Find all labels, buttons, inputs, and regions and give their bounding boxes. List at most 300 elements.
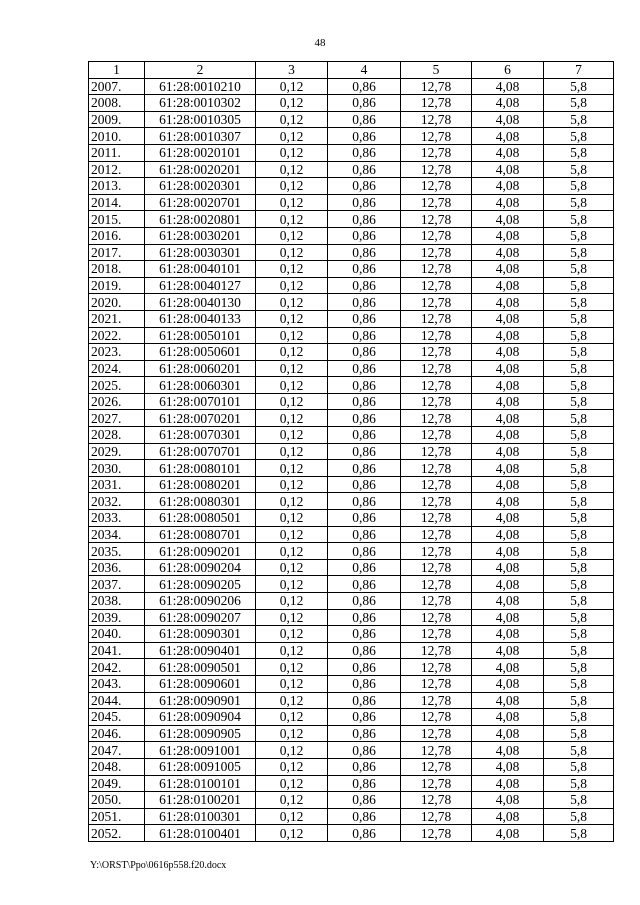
cell-row-number: 2042. <box>89 659 145 676</box>
table-row <box>89 95 614 112</box>
cell-value-col-3: 0,12 <box>256 543 328 560</box>
table-row <box>89 758 614 775</box>
cell-value-col-7: 5,8 <box>544 725 614 742</box>
cell-value-col-7: 5,8 <box>544 460 614 477</box>
cell-value-col-5: 12,78 <box>401 277 472 294</box>
table-row <box>89 675 614 692</box>
cell-row-number: 2018. <box>89 261 145 278</box>
table-row <box>89 144 614 161</box>
cell-value-col-3: 0,12 <box>256 244 328 261</box>
header-row <box>89 62 614 79</box>
table-row <box>89 178 614 195</box>
cell-cadastral-number: 61:28:0060201 <box>145 360 256 377</box>
cell-value-col-5: 12,78 <box>401 144 472 161</box>
cell-value-col-5: 12,78 <box>401 344 472 361</box>
cell-row-number: 2014. <box>89 194 145 211</box>
table-row <box>89 626 614 643</box>
cell-value-col-5: 12,78 <box>401 111 472 128</box>
cell-value-col-6: 4,08 <box>472 559 544 576</box>
cell-row-number: 2032. <box>89 493 145 510</box>
cell-value-col-7: 5,8 <box>544 194 614 211</box>
cell-value-col-4: 0,86 <box>328 543 401 560</box>
cell-value-col-7: 5,8 <box>544 626 614 643</box>
cell-value-col-6: 4,08 <box>472 244 544 261</box>
cell-value-col-6: 4,08 <box>472 808 544 825</box>
cell-cadastral-number: 61:28:0060301 <box>145 377 256 394</box>
cell-row-number: 2044. <box>89 692 145 709</box>
cell-cadastral-number: 61:28:0090601 <box>145 675 256 692</box>
cell-row-number: 2011. <box>89 144 145 161</box>
cell-value-col-3: 0,12 <box>256 393 328 410</box>
cell-value-col-4: 0,86 <box>328 792 401 809</box>
cell-value-col-5: 12,78 <box>401 775 472 792</box>
cell-value-col-7: 5,8 <box>544 609 614 626</box>
table-row <box>89 593 614 610</box>
cell-cadastral-number: 61:28:0010307 <box>145 128 256 145</box>
cell-row-number: 2010. <box>89 128 145 145</box>
cell-value-col-6: 4,08 <box>472 377 544 394</box>
cell-row-number: 2028. <box>89 427 145 444</box>
cell-cadastral-number: 61:28:0020201 <box>145 161 256 178</box>
cell-value-col-7: 5,8 <box>544 543 614 560</box>
cell-value-col-4: 0,86 <box>328 410 401 427</box>
cell-value-col-4: 0,86 <box>328 194 401 211</box>
cell-value-col-4: 0,86 <box>328 161 401 178</box>
cell-value-col-5: 12,78 <box>401 709 472 726</box>
cell-row-number: 2031. <box>89 476 145 493</box>
footer-file-path: Y:\ORST\Ppo\0616p558.f20.docx <box>90 860 227 871</box>
cell-value-col-4: 0,86 <box>328 476 401 493</box>
cell-value-col-7: 5,8 <box>544 244 614 261</box>
cell-cadastral-number: 61:28:0090904 <box>145 709 256 726</box>
cell-value-col-7: 5,8 <box>544 526 614 543</box>
cell-cadastral-number: 61:28:0040127 <box>145 277 256 294</box>
cell-value-col-4: 0,86 <box>328 144 401 161</box>
cell-value-col-5: 12,78 <box>401 443 472 460</box>
cell-value-col-6: 4,08 <box>472 211 544 228</box>
cell-row-number: 2020. <box>89 294 145 311</box>
table-row <box>89 211 614 228</box>
cell-value-col-5: 12,78 <box>401 559 472 576</box>
cell-value-col-3: 0,12 <box>256 725 328 742</box>
cell-value-col-4: 0,86 <box>328 327 401 344</box>
cell-value-col-3: 0,12 <box>256 277 328 294</box>
cell-value-col-4: 0,86 <box>328 244 401 261</box>
table-row <box>89 327 614 344</box>
table-row <box>89 510 614 527</box>
cell-value-col-7: 5,8 <box>544 493 614 510</box>
cell-value-col-6: 4,08 <box>472 294 544 311</box>
cell-value-col-3: 0,12 <box>256 493 328 510</box>
cell-cadastral-number: 61:28:0080701 <box>145 526 256 543</box>
cell-cadastral-number: 61:28:0040130 <box>145 294 256 311</box>
cell-value-col-6: 4,08 <box>472 543 544 560</box>
cell-value-col-4: 0,86 <box>328 128 401 145</box>
cell-row-number: 2033. <box>89 510 145 527</box>
cell-value-col-6: 4,08 <box>472 344 544 361</box>
cell-value-col-6: 4,08 <box>472 609 544 626</box>
cell-value-col-7: 5,8 <box>544 277 614 294</box>
table-row <box>89 360 614 377</box>
cell-row-number: 2021. <box>89 310 145 327</box>
cell-value-col-7: 5,8 <box>544 327 614 344</box>
cell-value-col-6: 4,08 <box>472 576 544 593</box>
cell-value-col-7: 5,8 <box>544 476 614 493</box>
cell-value-col-7: 5,8 <box>544 758 614 775</box>
cell-value-col-4: 0,86 <box>328 427 401 444</box>
cell-value-col-4: 0,86 <box>328 377 401 394</box>
cell-value-col-5: 12,78 <box>401 294 472 311</box>
table-row <box>89 642 614 659</box>
cell-row-number: 2009. <box>89 111 145 128</box>
cell-value-col-4: 0,86 <box>328 310 401 327</box>
cell-value-col-3: 0,12 <box>256 377 328 394</box>
cell-value-col-6: 4,08 <box>472 709 544 726</box>
cell-value-col-7: 5,8 <box>544 144 614 161</box>
cell-value-col-3: 0,12 <box>256 111 328 128</box>
cell-value-col-7: 5,8 <box>544 344 614 361</box>
cell-value-col-7: 5,8 <box>544 792 614 809</box>
cell-value-col-6: 4,08 <box>472 692 544 709</box>
cell-cadastral-number: 61:28:0090205 <box>145 576 256 593</box>
cell-value-col-5: 12,78 <box>401 692 472 709</box>
cell-cadastral-number: 61:28:0020701 <box>145 194 256 211</box>
cell-cadastral-number: 61:28:0100401 <box>145 825 256 842</box>
cell-row-number: 2048. <box>89 758 145 775</box>
cell-value-col-7: 5,8 <box>544 510 614 527</box>
cell-value-col-3: 0,12 <box>256 775 328 792</box>
cell-value-col-4: 0,86 <box>328 642 401 659</box>
table-row <box>89 709 614 726</box>
cell-value-col-5: 12,78 <box>401 526 472 543</box>
cell-row-number: 2038. <box>89 593 145 610</box>
cell-value-col-6: 4,08 <box>472 792 544 809</box>
cell-value-col-4: 0,86 <box>328 808 401 825</box>
cell-value-col-5: 12,78 <box>401 825 472 842</box>
column-header-3: 3 <box>256 62 328 79</box>
cell-value-col-6: 4,08 <box>472 626 544 643</box>
cell-value-col-4: 0,86 <box>328 460 401 477</box>
cell-value-col-3: 0,12 <box>256 128 328 145</box>
cell-value-col-4: 0,86 <box>328 709 401 726</box>
column-header-4: 4 <box>328 62 401 79</box>
cell-value-col-5: 12,78 <box>401 626 472 643</box>
cell-value-col-7: 5,8 <box>544 642 614 659</box>
cell-value-col-6: 4,08 <box>472 775 544 792</box>
cell-value-col-4: 0,86 <box>328 393 401 410</box>
table-row <box>89 543 614 560</box>
cell-value-col-7: 5,8 <box>544 360 614 377</box>
cell-row-number: 2012. <box>89 161 145 178</box>
cell-row-number: 2022. <box>89 327 145 344</box>
cell-cadastral-number: 61:28:0100101 <box>145 775 256 792</box>
cell-value-col-4: 0,86 <box>328 692 401 709</box>
cell-value-col-7: 5,8 <box>544 178 614 195</box>
cell-value-col-3: 0,12 <box>256 476 328 493</box>
cell-value-col-4: 0,86 <box>328 294 401 311</box>
table-row <box>89 277 614 294</box>
cell-value-col-3: 0,12 <box>256 410 328 427</box>
cell-value-col-3: 0,12 <box>256 825 328 842</box>
cell-cadastral-number: 61:28:0090301 <box>145 626 256 643</box>
table-row <box>89 576 614 593</box>
cell-value-col-3: 0,12 <box>256 261 328 278</box>
cell-value-col-6: 4,08 <box>472 178 544 195</box>
cell-value-col-5: 12,78 <box>401 410 472 427</box>
cell-value-col-3: 0,12 <box>256 194 328 211</box>
cell-cadastral-number: 61:28:0080101 <box>145 460 256 477</box>
cell-value-col-6: 4,08 <box>472 310 544 327</box>
table-body <box>89 78 614 841</box>
cell-value-col-3: 0,12 <box>256 626 328 643</box>
cell-cadastral-number: 61:28:0090905 <box>145 725 256 742</box>
cell-value-col-3: 0,12 <box>256 327 328 344</box>
cell-row-number: 2037. <box>89 576 145 593</box>
cell-value-col-3: 0,12 <box>256 808 328 825</box>
cell-value-col-7: 5,8 <box>544 559 614 576</box>
cell-value-col-7: 5,8 <box>544 576 614 593</box>
table-row <box>89 294 614 311</box>
cell-value-col-5: 12,78 <box>401 593 472 610</box>
column-header-7: 7 <box>544 62 614 79</box>
cell-value-col-6: 4,08 <box>472 227 544 244</box>
cell-value-col-7: 5,8 <box>544 675 614 692</box>
cell-value-col-3: 0,12 <box>256 427 328 444</box>
cell-value-col-3: 0,12 <box>256 227 328 244</box>
cell-value-col-6: 4,08 <box>472 327 544 344</box>
cell-row-number: 2016. <box>89 227 145 244</box>
cell-value-col-5: 12,78 <box>401 642 472 659</box>
cell-value-col-6: 4,08 <box>472 393 544 410</box>
cell-value-col-3: 0,12 <box>256 443 328 460</box>
cell-value-col-7: 5,8 <box>544 161 614 178</box>
cell-value-col-4: 0,86 <box>328 178 401 195</box>
cell-value-col-3: 0,12 <box>256 576 328 593</box>
cell-value-col-4: 0,86 <box>328 493 401 510</box>
cell-value-col-4: 0,86 <box>328 659 401 676</box>
cell-value-col-3: 0,12 <box>256 609 328 626</box>
cell-row-number: 2051. <box>89 808 145 825</box>
cell-cadastral-number: 61:28:0070101 <box>145 393 256 410</box>
table-row <box>89 493 614 510</box>
cell-value-col-5: 12,78 <box>401 725 472 742</box>
cell-value-col-6: 4,08 <box>472 161 544 178</box>
cell-value-col-5: 12,78 <box>401 327 472 344</box>
cell-value-col-6: 4,08 <box>472 742 544 759</box>
cell-value-col-3: 0,12 <box>256 95 328 112</box>
cell-value-col-6: 4,08 <box>472 510 544 527</box>
cell-value-col-4: 0,86 <box>328 725 401 742</box>
cell-value-col-3: 0,12 <box>256 792 328 809</box>
cell-cadastral-number: 61:28:0090901 <box>145 692 256 709</box>
cell-value-col-6: 4,08 <box>472 261 544 278</box>
cell-value-col-4: 0,86 <box>328 510 401 527</box>
cell-value-col-5: 12,78 <box>401 310 472 327</box>
cell-cadastral-number: 61:28:0091001 <box>145 742 256 759</box>
cell-value-col-5: 12,78 <box>401 227 472 244</box>
cell-row-number: 2046. <box>89 725 145 742</box>
cell-value-col-7: 5,8 <box>544 659 614 676</box>
table-row <box>89 792 614 809</box>
cell-value-col-5: 12,78 <box>401 377 472 394</box>
cell-value-col-5: 12,78 <box>401 460 472 477</box>
cell-value-col-6: 4,08 <box>472 194 544 211</box>
table-row <box>89 261 614 278</box>
cell-value-col-3: 0,12 <box>256 78 328 95</box>
cell-row-number: 2049. <box>89 775 145 792</box>
table-row <box>89 692 614 709</box>
cell-cadastral-number: 61:28:0090501 <box>145 659 256 676</box>
cell-row-number: 2052. <box>89 825 145 842</box>
cell-value-col-7: 5,8 <box>544 709 614 726</box>
cell-cadastral-number: 61:28:0090204 <box>145 559 256 576</box>
cell-value-col-6: 4,08 <box>472 725 544 742</box>
cell-cadastral-number: 61:28:0090206 <box>145 593 256 610</box>
cell-row-number: 2045. <box>89 709 145 726</box>
cell-value-col-3: 0,12 <box>256 161 328 178</box>
cell-cadastral-number: 61:28:0080301 <box>145 493 256 510</box>
cell-value-col-4: 0,86 <box>328 675 401 692</box>
cell-row-number: 2027. <box>89 410 145 427</box>
cell-value-col-5: 12,78 <box>401 808 472 825</box>
cell-value-col-4: 0,86 <box>328 593 401 610</box>
cell-value-col-6: 4,08 <box>472 128 544 145</box>
cell-value-col-5: 12,78 <box>401 211 472 228</box>
cell-value-col-5: 12,78 <box>401 476 472 493</box>
cell-value-col-5: 12,78 <box>401 161 472 178</box>
cell-value-col-3: 0,12 <box>256 510 328 527</box>
cell-row-number: 2047. <box>89 742 145 759</box>
cell-cadastral-number: 61:28:0020301 <box>145 178 256 195</box>
cell-row-number: 2039. <box>89 609 145 626</box>
cell-row-number: 2030. <box>89 460 145 477</box>
cell-value-col-6: 4,08 <box>472 642 544 659</box>
table-row <box>89 609 614 626</box>
cell-value-col-7: 5,8 <box>544 443 614 460</box>
table-row <box>89 775 614 792</box>
cell-row-number: 2036. <box>89 559 145 576</box>
cell-value-col-6: 4,08 <box>472 758 544 775</box>
cell-value-col-6: 4,08 <box>472 427 544 444</box>
cell-value-col-5: 12,78 <box>401 742 472 759</box>
cell-value-col-3: 0,12 <box>256 659 328 676</box>
cell-value-col-5: 12,78 <box>401 178 472 195</box>
cell-value-col-3: 0,12 <box>256 593 328 610</box>
cell-row-number: 2029. <box>89 443 145 460</box>
cell-value-col-3: 0,12 <box>256 144 328 161</box>
cell-value-col-4: 0,86 <box>328 526 401 543</box>
cell-value-col-7: 5,8 <box>544 742 614 759</box>
cell-value-col-4: 0,86 <box>328 277 401 294</box>
cell-value-col-5: 12,78 <box>401 758 472 775</box>
cell-value-col-7: 5,8 <box>544 310 614 327</box>
cell-cadastral-number: 61:28:0050101 <box>145 327 256 344</box>
cell-value-col-3: 0,12 <box>256 758 328 775</box>
cell-value-col-5: 12,78 <box>401 659 472 676</box>
cell-value-col-6: 4,08 <box>472 360 544 377</box>
cell-value-col-7: 5,8 <box>544 211 614 228</box>
cell-value-col-5: 12,78 <box>401 609 472 626</box>
cell-value-col-5: 12,78 <box>401 360 472 377</box>
cell-value-col-5: 12,78 <box>401 675 472 692</box>
table-row <box>89 310 614 327</box>
cell-row-number: 2024. <box>89 360 145 377</box>
cell-row-number: 2034. <box>89 526 145 543</box>
cell-value-col-5: 12,78 <box>401 194 472 211</box>
cell-value-col-3: 0,12 <box>256 211 328 228</box>
cell-value-col-3: 0,12 <box>256 675 328 692</box>
table-row <box>89 476 614 493</box>
cell-cadastral-number: 61:28:0070301 <box>145 427 256 444</box>
cell-value-col-7: 5,8 <box>544 410 614 427</box>
cell-value-col-6: 4,08 <box>472 526 544 543</box>
table-row <box>89 194 614 211</box>
table-row <box>89 244 614 261</box>
cell-row-number: 2015. <box>89 211 145 228</box>
cell-cadastral-number: 61:28:0010302 <box>145 95 256 112</box>
cell-row-number: 2019. <box>89 277 145 294</box>
table-row <box>89 825 614 842</box>
cell-value-col-7: 5,8 <box>544 692 614 709</box>
cell-value-col-4: 0,86 <box>328 825 401 842</box>
cell-value-col-7: 5,8 <box>544 111 614 128</box>
cell-value-col-7: 5,8 <box>544 593 614 610</box>
cell-value-col-4: 0,86 <box>328 360 401 377</box>
cell-value-col-6: 4,08 <box>472 476 544 493</box>
cell-value-col-4: 0,86 <box>328 626 401 643</box>
cell-value-col-5: 12,78 <box>401 427 472 444</box>
cell-value-col-6: 4,08 <box>472 825 544 842</box>
cell-value-col-4: 0,86 <box>328 609 401 626</box>
cell-value-col-3: 0,12 <box>256 310 328 327</box>
table-row <box>89 111 614 128</box>
cell-cadastral-number: 61:28:0030201 <box>145 227 256 244</box>
cell-value-col-4: 0,86 <box>328 227 401 244</box>
cell-value-col-4: 0,86 <box>328 211 401 228</box>
cell-value-col-6: 4,08 <box>472 460 544 477</box>
cell-value-col-5: 12,78 <box>401 493 472 510</box>
cell-value-col-4: 0,86 <box>328 559 401 576</box>
cell-row-number: 2008. <box>89 95 145 112</box>
cell-row-number: 2017. <box>89 244 145 261</box>
cell-value-col-7: 5,8 <box>544 377 614 394</box>
cell-value-col-6: 4,08 <box>472 277 544 294</box>
table-row <box>89 377 614 394</box>
cell-value-col-6: 4,08 <box>472 144 544 161</box>
cell-cadastral-number: 61:28:0100301 <box>145 808 256 825</box>
cell-value-col-7: 5,8 <box>544 261 614 278</box>
table-row <box>89 808 614 825</box>
cell-cadastral-number: 61:28:0091005 <box>145 758 256 775</box>
cell-cadastral-number: 61:28:0050601 <box>145 344 256 361</box>
cell-value-col-5: 12,78 <box>401 543 472 560</box>
cell-value-col-5: 12,78 <box>401 128 472 145</box>
table-row <box>89 227 614 244</box>
cell-value-col-5: 12,78 <box>401 510 472 527</box>
cell-row-number: 2035. <box>89 543 145 560</box>
cell-value-col-5: 12,78 <box>401 792 472 809</box>
cell-value-col-3: 0,12 <box>256 294 328 311</box>
cell-cadastral-number: 61:28:0030301 <box>145 244 256 261</box>
cell-cadastral-number: 61:28:0010305 <box>145 111 256 128</box>
cell-cadastral-number: 61:28:0010210 <box>145 78 256 95</box>
cell-value-col-4: 0,86 <box>328 443 401 460</box>
cell-value-col-6: 4,08 <box>472 493 544 510</box>
cell-cadastral-number: 61:28:0080201 <box>145 476 256 493</box>
page-number: 48 <box>314 37 326 49</box>
cell-cadastral-number: 61:28:0090201 <box>145 543 256 560</box>
cell-value-col-5: 12,78 <box>401 78 472 95</box>
